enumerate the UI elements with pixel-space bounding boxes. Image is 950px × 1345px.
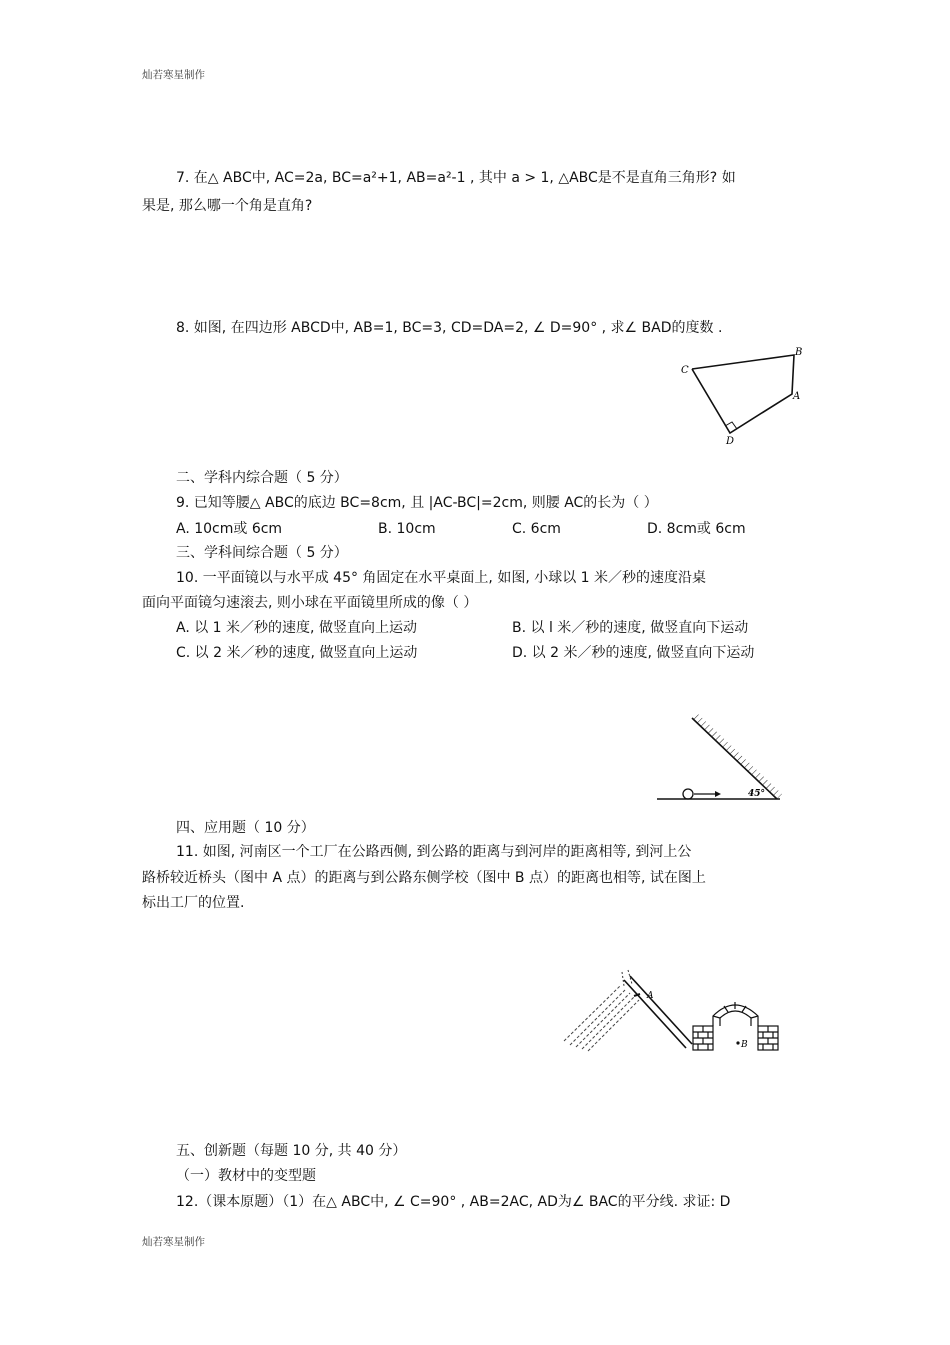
mirror-figure [655, 680, 795, 810]
road-line-2 [630, 976, 692, 1044]
label-a-point: A [647, 991, 654, 1001]
q10-option-c: C. 以 2 米／秒的速度, 做竖直向上运动 [176, 645, 418, 661]
quadrilateral-figure [675, 346, 815, 446]
bridge-arc [622, 972, 624, 986]
angle-label: 45° [748, 789, 766, 799]
quadrilateral-outline [692, 355, 794, 433]
label-c: C [681, 365, 689, 376]
q9-option-d: D. 8cm或 6cm [647, 521, 746, 537]
footer-watermark: 灿若寒星制作 [142, 1236, 205, 1248]
q9-option-b: B. 10cm [378, 521, 436, 537]
mirror-hatch [692, 713, 782, 799]
q10-option-a: A. 以 1 米／秒的速度, 做竖直向上运动 [176, 620, 417, 636]
label-b-point: B [741, 1040, 748, 1050]
q10-option-b: B. 以 l 米／秒的速度, 做竖直向下运动 [512, 620, 749, 636]
q11-line1: 11. 如图, 河南区一个工厂在公路西侧, 到公路的距离与到河岸的距离相等, 到河上公 [176, 844, 692, 860]
arrow-head [715, 791, 721, 797]
q7-line1: 7. 在△ ABC中, AC=2a, BC=a²+1, AB=a²-1 , 其中 a > 1, △ABC是不是直角三角形? 如 [176, 170, 736, 186]
label-b: B [795, 347, 803, 358]
q7-line2: 果是, 那么哪一个角是直角? [142, 198, 313, 214]
header-watermark: 灿若寒星制作 [142, 69, 205, 81]
label-d: D [726, 436, 735, 446]
section5-title: 五、创新题（每题 10 分, 共 40 分） [176, 1143, 407, 1159]
school-gate [693, 1002, 778, 1050]
q10-line2: 面向平面镜匀速滚去, 则小球在平面镜里所成的像（ ） [142, 595, 478, 611]
q11-line2: 路桥较近桥头（图中 A 点）的距离与到公路东侧学校（图中 B 点）的距离也相等, 试在图上 [142, 870, 706, 886]
point-b [736, 1041, 739, 1044]
label-a: A [793, 391, 801, 402]
q10-option-d: D. 以 2 米／秒的速度, 做竖直向下运动 [512, 645, 755, 661]
section2-title: 二、学科内综合题（ 5 分） [176, 470, 348, 486]
q11-line3: 标出工厂的位置. [142, 895, 245, 911]
river-dashes [564, 986, 639, 1051]
subsection1-title: （一）教材中的变型题 [176, 1168, 316, 1184]
q12-text: 12.（课本原题）（1）在△ ABC中, ∠ C=90° , AB=2AC, AD为∠ BAC的平分线. 求证: D [176, 1194, 731, 1210]
ball [683, 789, 693, 799]
road-line-1 [624, 980, 686, 1048]
q9-text: 9. 已知等腰△ ABC的底边 BC=8cm, 且 |AC-BC|=2cm, 则腰 AC的长为（ ） [176, 495, 658, 511]
q10-line1: 10. 一平面镜以与水平成 45° 角固定在水平桌面上, 如图, 小球以 1 米／秒的速度沿桌 [176, 570, 707, 586]
river-road-figure [560, 960, 800, 1060]
q8-text: 8. 如图, 在四边形 ABCD中, AB=1, BC=3, CD=DA=2, ∠ D=90° , 求∠ BAD的度数 . [176, 320, 723, 336]
section4-title: 四、应用题（ 10 分） [176, 820, 315, 836]
section3-title: 三、学科间综合题（ 5 分） [176, 545, 348, 561]
q9-option-c: C. 6cm [512, 521, 561, 537]
q9-option-a: A. 10cm或 6cm [176, 521, 283, 537]
